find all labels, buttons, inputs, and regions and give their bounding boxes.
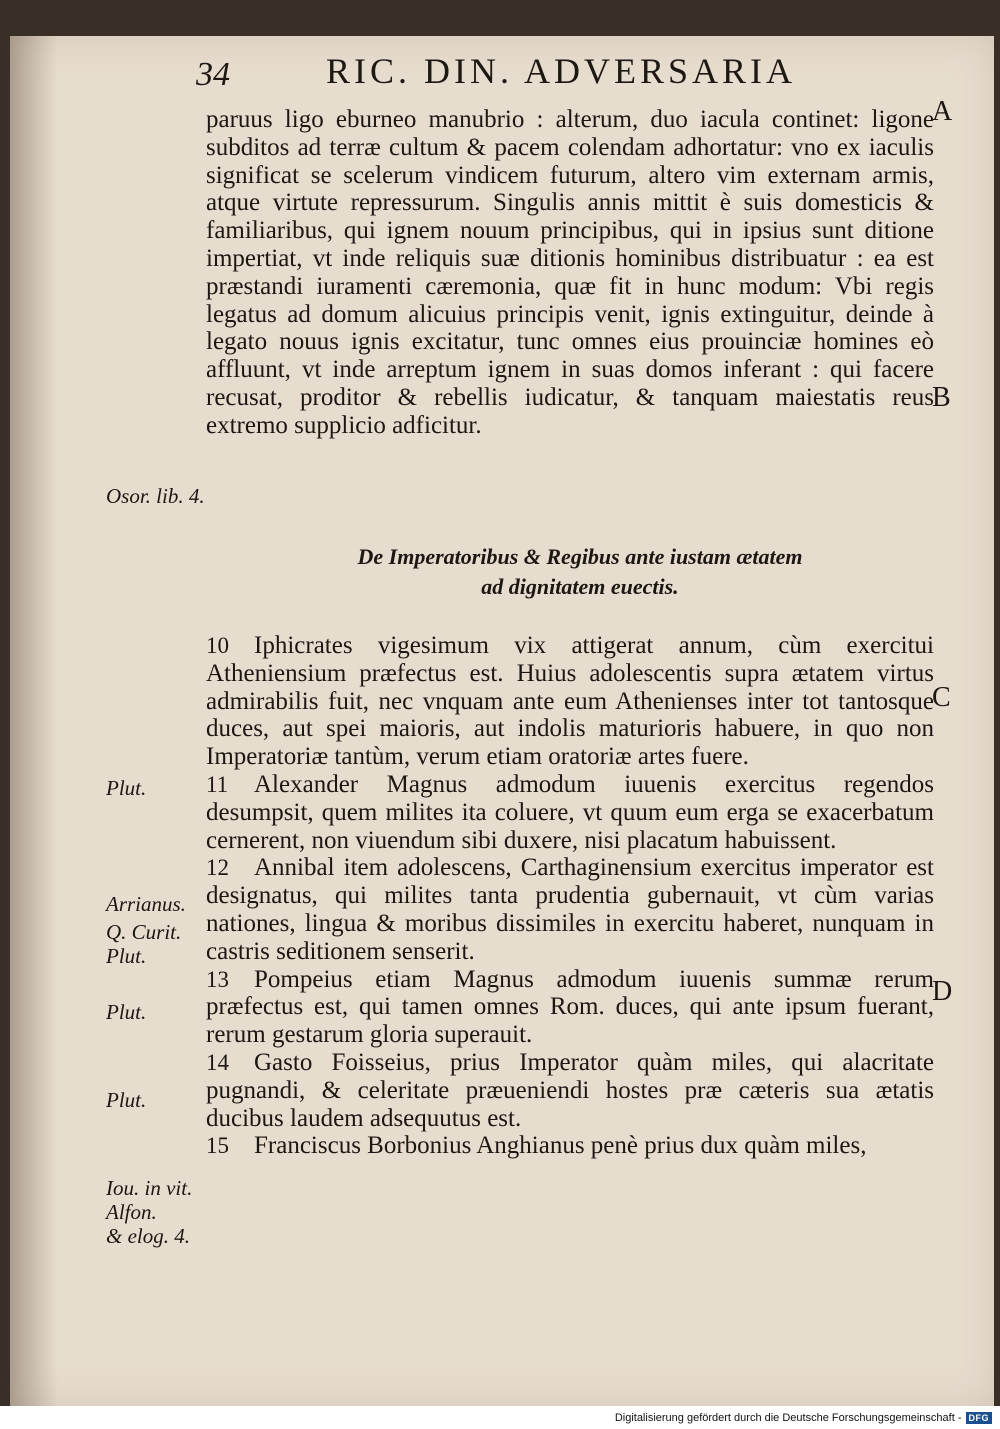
entry-14: [206, 1049, 934, 1132]
section-heading-line-1: De Imperatoribus & Regibus ante iustam ætatem: [357, 544, 803, 569]
entry-text: Iphicrates vigesimum vix attigerat annum, cùm exercitui Atheniensium præfectus est. Huius adolescentis supra ætatem virtus admirabilis fuit, nec vnquam ante eum Athenienses inter tot tantosque duces, aut spei maioris, aut indolis maturioris habuere, in quo non Imperatoriæ tantùm, verum etiam oratoriæ artes fuere.: [206, 632, 934, 771]
entry-number: 13: [206, 966, 229, 992]
entry-text: Pompeius etiam Magnus admodum iuuenis summæ rerum præfectus est, qui tamen omnes Rom. duces, qui ante ipsum fuerant, rerum gestarum gloria superauit.: [206, 965, 934, 1049]
running-head: RIC. DIN. ADVERSARIA: [326, 51, 797, 91]
entry-number: 11: [206, 771, 229, 797]
section-letter-a: A: [932, 96, 953, 127]
section-letter-b: B: [932, 382, 951, 413]
entry-number: 10: [206, 633, 229, 658]
opening-paragraph: paruus ligo eburneo manubrio : alterum, duo iacula continet: ligone subditos ad terræ cultum & pacem colendam adhortatur: vno ex iaculis significat se scelerum vindicem futurum, altero vim externam armis, atque virtute repressurum. Singulis annis mittit è suis domesticis & familiaribus, qui ignem nouum principibus, qui in ipsius sunt ditione impertiat, vt inde reliquis suæ ditionis hominibus distribuatur : ea est præstandi iuramenti cæremonia, quæ fit in hunc modum: Vbi regis legatus ad domum alicuius principis venit, ignis extinguitur, deinde à legato nouus ignis excitatur, tunc omnes eius prouinciæ homines eò affluunt, vt inde arreptum ignem in suas domos inferant : qui facere recusat, proditor & rebellis iudicatur, & tanquam maiestatis reus extremo supplicio adficitur.: [206, 106, 934, 439]
marginal-note-plut: Plut.: [106, 1000, 147, 1024]
footer-credit-text: Digitalisierung gefördert durch die Deutsche Forschungsgemeinschaft -: [614, 1412, 962, 1424]
marginal-note-plut: Plut.: [106, 1088, 147, 1112]
section-letter-d: D: [932, 976, 953, 1007]
marginal-note-osor: Osor. lib. 4.: [106, 484, 205, 508]
entry-13: [206, 966, 934, 1049]
entry-text: Franciscus Borbonius Anghianus penè prius dux quàm miles,: [254, 1132, 867, 1160]
section-letter-c: C: [932, 682, 951, 713]
entry-text: Gasto Foisseius, prius Imperator quàm miles, qui alacritate pugnandi, & celeritate præueniendi hostes præ cæteris sua ætatis ducibus laudem adsequutus est.: [206, 1048, 934, 1132]
marginal-note-plut: Plut.: [106, 776, 147, 800]
section-heading-line-2: ad dignitatem euectis.: [481, 574, 679, 599]
book-page: [10, 36, 994, 1406]
marginal-note-arrianus: Arrianus.: [106, 892, 186, 916]
marginal-note-curtius: Q. Curit.: [106, 920, 182, 944]
page-gutter-shadow: [10, 36, 58, 1406]
footer-credit: [615, 1409, 992, 1427]
entries-block: [206, 632, 934, 1160]
entry-text: Alexander Magnus admodum iuuenis exercitus regendos desumpsit, quem milites ita coluere, vt quum eum erga se exacerbatum cernerent, non viuendum sibi duxere, nisi placatum habuissent.: [206, 770, 934, 854]
marginal-note-iou-line-3: & elog. 4.: [106, 1224, 190, 1248]
entry-15: [206, 1132, 934, 1160]
entry-text: Annibal item adolescens, Carthaginensium exercitus imperator est designatus, qui milites tanta prudentia gubernauit, vt cùm varias nationes, lingua & moribus dissimiles in exercitu haberet, nunquam in castris seditionem senserit.: [206, 854, 934, 965]
opening-paragraph-block: [206, 106, 934, 440]
marginal-note-iou-line-2: Alfon.: [106, 1200, 157, 1224]
entry-10: [206, 632, 934, 771]
section-heading: [230, 542, 930, 602]
entry-11: [206, 771, 934, 854]
entry-number: 12: [206, 855, 229, 881]
entry-number: 15: [206, 1133, 229, 1159]
dfg-logo-icon[interactable]: DFG: [966, 1412, 993, 1424]
entry-12: [206, 854, 934, 965]
marginal-note-iou: [106, 1176, 192, 1248]
page-number: 34: [196, 56, 230, 93]
entry-number: 14: [206, 1049, 229, 1075]
marginal-note-plut: Plut.: [106, 944, 147, 968]
marginal-note-iou-line-1: Iou. in vit.: [106, 1176, 193, 1200]
page-header: [10, 52, 994, 102]
